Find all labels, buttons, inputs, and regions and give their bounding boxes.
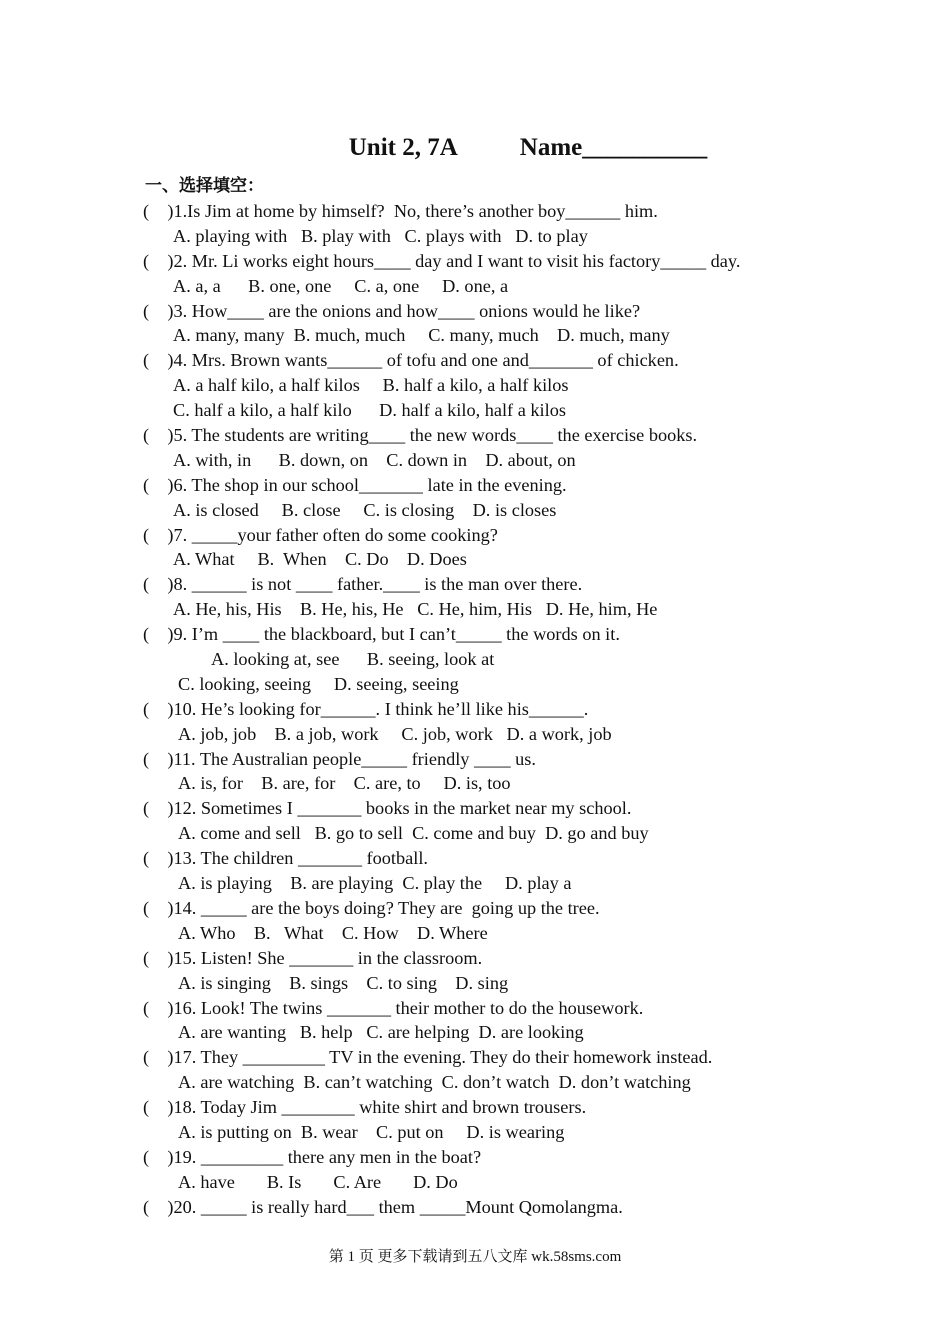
question-line: ( )16. Look! The twins _______ their mother to do the housework. [143, 997, 644, 1018]
options-line: A. is closed B. close C. is closing D. is closes [173, 499, 557, 520]
question-line: ( )9. I’m ____ the blackboard, but I can’t_____ the words on it. [143, 624, 620, 645]
question-line: ( )1.Is Jim at home by himself? No, there’s another boy______ him. [143, 201, 658, 221]
options-line: A. many, many B. much, much C. many, much D. much, many [173, 325, 670, 346]
options-line: A. Who B. What C. How D. Where [178, 922, 488, 943]
options-line: C. looking, seeing D. seeing, seeing [178, 673, 459, 694]
options-line: A. What B. When C. Do D. Does [173, 549, 467, 570]
section-heading: 一、选择填空： [145, 176, 264, 196]
question-line: ( )18. Today Jim ________ white shirt and brown trousers. [143, 1097, 587, 1118]
options-line: A. are wanting B. help C. are helping D. are looking [178, 1022, 584, 1043]
question-line: ( )12. Sometimes I _______ books in the market near my school. [143, 798, 632, 819]
options-line: A. job, job B. a job, work C. job, work D. a work, job [178, 723, 612, 744]
options-line: A. is playing B. are playing C. play the D. play a [178, 873, 572, 894]
question-line: ( )2. Mr. Li works eight hours____ day and I want to visit his factory_____ day. [143, 250, 741, 271]
question-line: ( )20. _____ is really hard___ them _____Mount Qomolangma. [143, 1196, 623, 1217]
options-line: A. a half kilo, a half kilos B. half a kilo, a half kilos [173, 375, 569, 396]
options-line: A. come and sell B. go to sell C. come and buy D. go and buy [178, 823, 649, 844]
question-list [143, 199, 923, 1220]
options-line: A. with, in B. down, on C. down in D. about, on [173, 449, 576, 470]
page-footer: 第 1 页 更多下载请到五八文库 wk.58sms.com [328, 1249, 622, 1265]
options-line: A. are watching B. can’t watching C. don’t watch D. don’t watching [178, 1072, 691, 1093]
options-line: A. is, for B. are, for C. are, to D. is, too [178, 773, 511, 794]
question-line: ( )13. The children _______ football. [143, 848, 428, 869]
question-line: ( )7. _____your father often do some cooking? [143, 524, 498, 545]
question-line: ( )3. How____ are the onions and how____ onions would he like? [143, 300, 641, 321]
options-line: A. He, his, His B. He, his, He C. He, him, His D. He, him, He [173, 599, 658, 620]
question-line: ( )11. The Australian people_____ friendly ____ us. [143, 748, 536, 769]
question-line: ( )4. Mrs. Brown wants______ of tofu and one and_______ of chicken. [143, 350, 679, 371]
page-title [0, 131, 950, 165]
question-line: ( )17. They _________ TV in the evening. They do their homework instead. [143, 1047, 713, 1068]
question-line: ( )14. _____ are the boys doing? They are going up the tree. [143, 897, 600, 918]
question-line: ( )6. The shop in our school_______ late in the evening. [143, 474, 567, 495]
options-line: A. is singing B. sings C. to sing D. sing [178, 972, 509, 993]
options-line: A. looking at, see B. seeing, look at [211, 649, 495, 670]
options-line: A. a, a B. one, one C. a, one D. one, a [173, 275, 509, 296]
options-line: A. playing with B. play with C. plays with D. to play [173, 225, 588, 246]
name-field: Name__________ [519, 134, 708, 161]
unit-title: Unit 2, 7A [348, 134, 458, 161]
options-line: C. half a kilo, a half kilo D. half a kilo, half a kilos [173, 400, 566, 421]
question-line: ( )5. The students are writing____ the new words____ the exercise books. [143, 425, 698, 446]
options-line: A. have B. Is C. Are D. Do [178, 1171, 458, 1192]
question-line: ( )8. ______ is not ____ father.____ is the man over there. [143, 574, 583, 595]
question-line: ( )10. He’s looking for______. I think he’ll like his______. [143, 698, 589, 719]
question-line: ( )15. Listen! She _______ in the classroom. [143, 947, 483, 968]
question-line: ( )19. _________ there any men in the boat? [143, 1146, 482, 1167]
options-line: A. is putting on B. wear C. put on D. is wearing [178, 1121, 565, 1142]
